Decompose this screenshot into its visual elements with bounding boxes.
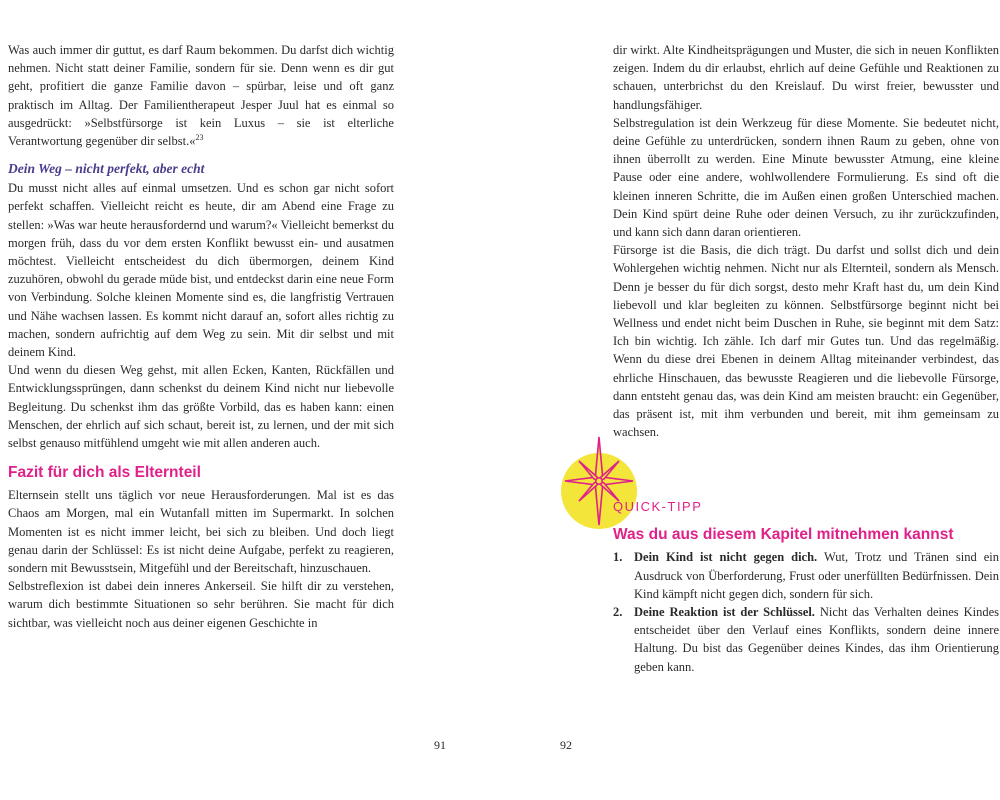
page-number: 92 xyxy=(560,738,572,752)
quick-tip-list xyxy=(613,548,999,675)
list-item xyxy=(613,548,999,603)
section-subheading: Dein Weg – nicht perfekt, aber echt xyxy=(8,161,205,177)
paragraph: Selbstregulation ist dein Werkzeug für diese Momente. Sie bedeutet nicht, deine Gefühle zu unterdrücken, sondern ihnen Raum zu geben, ohne von ihnen überrollt zu werden. Eine Minute bewusster Atmung, eine kleine Pause oder eine andere, wohlwollendere Formulierung. Es sind oft die kleinen inneren Schritte, die im Außen einen großen Unterschied machen. Dein Kind spürt deine Ruhe oder deinen Versuch, zu ihr zurückzufinden, und kann sich dann daran orientieren. xyxy=(613,115,999,240)
paragraph: Fürsorge ist die Basis, die dich trägt. Du darfst und sollst dich und dein Wohlergehen wichtig nehmen. Nicht nur als Elternteil, sondern als Mensch. Denn je besser du für dich sorgst, desto mehr Kraft hast du, um dein Kind liebevoll und klar begleiten zu können. Selbstfürsorge beginnt nicht bei Wellness und endet nicht beim Duschen in Ruhe, sie beginnt mit dem Satz: Ich bin wichtig. Ich zähle. Ich darf mir Gutes tun. Und das regelmäßig. Wenn du diese drei Ebenen in deinem Alltag miteinander verbindest, das ehrliche Hinschauen, das bewusste Reagieren und die liebevolle Fürsorge, dann entsteht genau das, was dein Kind am meisten braucht: ein Gegenüber, das präsent ist, mit ihm verbunden und bereit, mit ihm gemeinsam zu wachsen. xyxy=(613,243,999,440)
list-item-text: Nicht das Verhalten deines Kindes entscheidet über den Verlauf eines Konflikts, sondern deine innere Haltung. Du bist das Gegenüber deines Kindes, das ihm Orientierung geben kann. xyxy=(634,605,999,674)
list-item-lead: Dein Kind ist nicht gegen dich. xyxy=(634,550,818,565)
paragraph: Du musst nicht alles auf einmal umsetzen. Und es schon gar nicht sofort perfekt schaffen. Vielleicht reicht es heute, dir am Abend eine Frage zu stellen: »Was war heute herausfordernd und warum?« Vielleicht bemerkst du morgen früh, dass du vor dem ersten Konflikt bewusst ein- und ausatmen möchtest. Vielleicht entscheidest du dich übermorgen, deinem Kind zuzuhören, obwohl du gerade müde bist, und entdeckst darin eine neue Form von Verbindung. Solche kleinen Momente sind es, die langfristig Vertrauen und Nähe wachsen lassen. Es kommt nicht darauf an, sofort alles richtig zu machen, sondern aufrichtig auf dem Weg zu sein. Mit dir selbst und mit deinem Kind. xyxy=(8,181,394,360)
list-item-text: Wut, Trotz und Tränen sind ein Ausdruck von Überforderung, Frust oder unerfüllten Bedürfnissen. Dein Kind kämpft nicht gegen dich, sondern für sich. xyxy=(634,550,999,601)
paragraph: Elternsein stellt uns täglich vor neue Herausforderungen. Mal ist es das Chaos am Morgen, mal ein Wutanfall mitten im Supermarkt. In solchen Momenten ist es nicht immer leicht, bei sich zu bleiben. Und doch liegt genau darin der Schlüssel: Es ist nicht deine Aufgabe, perfekt zu reagieren, sondern mit Bewusstsein, Mitgefühl und der Bereitschaft, hinzuschauen. xyxy=(8,488,394,576)
list-item xyxy=(613,603,999,676)
list-number: 1. xyxy=(613,550,623,565)
list-number: 2. xyxy=(613,605,623,620)
paragraph: Und wenn du diesen Weg gehst, mit allen Ecken, Kanten, Rückfällen und Entwicklungssprüngen, dann schenkst du deinem Kind nicht nur liebevolle Begleitung. Du schenkst ihm das größte Vorbild, das es haben kann: einen Menschen, der ehrlich auf sich schaut, bereit ist, zu lernen, und der mit sich selbst genauso mitfühlend umgeht wie mit allen anderen auch. xyxy=(8,363,394,451)
footnote-ref: 23 xyxy=(195,133,204,143)
paragraph: Selbstreflexion ist dabei dein inneres Ankerseil. Sie hilft dir zu verstehen, warum dich bestimmte Situationen so sehr berühren. Sie macht für dich sichtbar, was vielleicht noch aus deiner eigenen Geschichte in xyxy=(8,579,394,630)
list-item-lead: Deine Reaktion ist der Schlüssel. xyxy=(634,605,815,620)
compass-star-icon xyxy=(561,433,637,529)
left-text-column xyxy=(8,41,394,632)
right-page xyxy=(500,0,1000,800)
page-number: 91 xyxy=(434,738,446,752)
right-text-column xyxy=(613,41,999,676)
quick-tip-badge xyxy=(613,455,999,525)
quick-tip-label: QUICK-TIPP xyxy=(613,499,703,515)
section-heading: Fazit für dich als Elternteil xyxy=(8,464,201,482)
paragraph: dir wirkt. Alte Kindheitsprägungen und Muster, die sich in neuen Konflikten zeigen. Indem du dir erlaubst, ehrlich auf deine Gefühle und Reaktionen zu schauen, unterbrichst du den Kreislauf. Du wirst freier, bewusster und handlungsfähiger. xyxy=(613,43,999,112)
quick-tip-heading: Was du aus diesem Kapitel mitnehmen kannst xyxy=(613,526,954,544)
paragraph: Was auch immer dir guttut, es darf Raum bekommen. Du darfst dich wichtig nehmen. Nicht statt deiner Familie, sondern für sie. Denn wenn es dir gut geht, profitiert die ganze Familie davon – spürbar, leise und oft ganz praktisch im Alltag. Der Familientherapeut Jesper Juul hat es einmal so ausgedrückt: »Selbstfürsorge ist kein Luxus – sie ist elterliche Verantwortung gegenüber dir selbst.«$^{23}$ xyxy=(8,43,394,149)
